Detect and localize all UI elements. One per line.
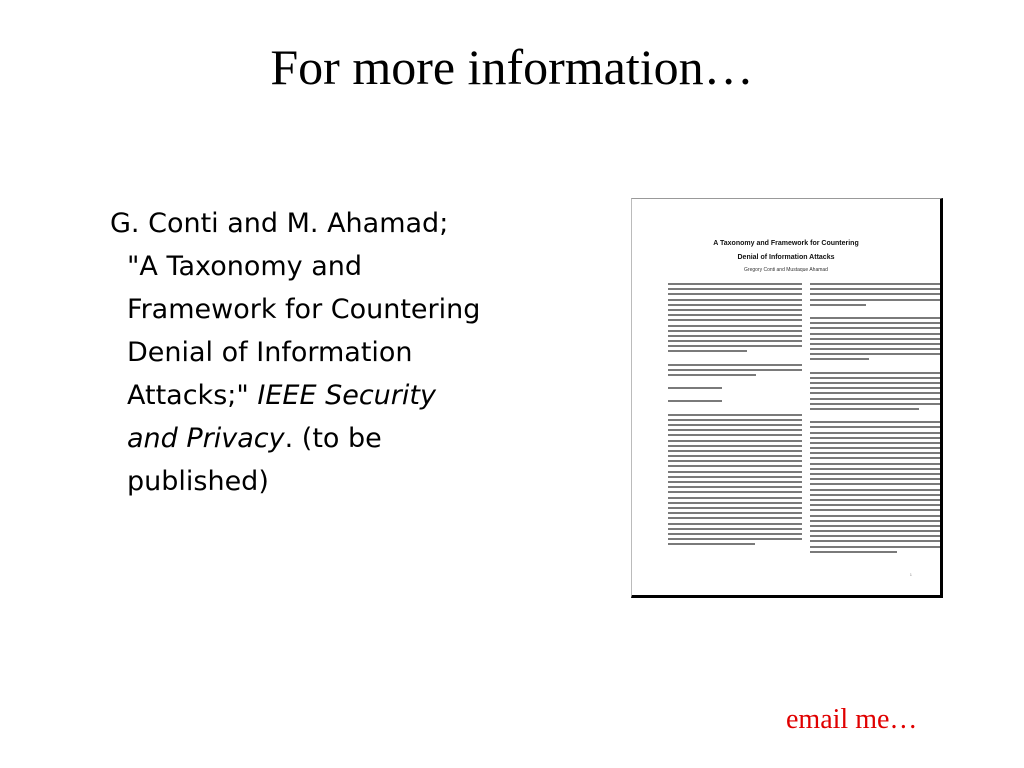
paper-text-line [810, 353, 943, 355]
paper-text-line [810, 483, 943, 485]
paper-text-line [668, 481, 802, 483]
paper-paragraph-gap [668, 379, 802, 387]
paper-text-line [668, 283, 802, 285]
paper-text-line [810, 509, 943, 511]
paper-text-line [810, 293, 943, 295]
citation-authors: G. Conti and M. Ahamad; [110, 208, 449, 239]
paper-text-line [668, 350, 747, 352]
paper-text-line [810, 317, 943, 319]
paper-text-line [810, 348, 943, 350]
paper-title: A Taxonomy and Framework for Countering [713, 240, 859, 247]
paper-text-line [810, 327, 943, 329]
citation-title-line-4 [110, 374, 580, 417]
paper-text-line [668, 374, 756, 376]
paper-text-line [668, 335, 802, 337]
paper-text-line [668, 512, 802, 514]
citation-journal-line [110, 417, 580, 460]
paper-text-line [810, 478, 943, 480]
citation-title-end: Attacks;" [127, 380, 258, 411]
paper-text-line [810, 333, 943, 335]
paper-text-line [668, 502, 802, 504]
paper-text-line [810, 283, 943, 285]
paper-text-line [668, 517, 802, 519]
paper-text-line [810, 457, 943, 459]
paper-text-line [810, 504, 943, 506]
paper-text-line [810, 442, 943, 444]
paper-paragraph-gap [810, 413, 943, 421]
paper-text-line [668, 288, 802, 290]
paper-text-line [668, 471, 802, 473]
paper-text-line [810, 338, 943, 340]
paper-text-line [668, 528, 802, 530]
paper-text-line [668, 293, 802, 295]
citation-title-line-3: Denial of Information [127, 337, 413, 368]
paper-text-line [810, 299, 943, 301]
paper-authors: Gregory Conti and Mustaque Ahamad [744, 267, 828, 273]
paper-text-line [810, 499, 943, 501]
paper-text-line [810, 437, 943, 439]
citation-title-line-1: "A Taxonomy and [127, 251, 362, 282]
paper-text-line [810, 392, 943, 394]
paper-text-line [668, 400, 722, 402]
paper-text-line [668, 304, 802, 306]
paper-text-line [668, 445, 802, 447]
paper-text-line [810, 515, 943, 517]
paper-text-line [810, 421, 943, 423]
paper-text-line [668, 429, 802, 431]
paper-text-line [668, 465, 802, 467]
paper-text-line [668, 455, 802, 457]
paper-column-left [668, 283, 802, 583]
paper-text-line [810, 372, 943, 374]
paper-text-line [810, 530, 943, 532]
paper-text-line [810, 426, 943, 428]
paper-text-line [810, 535, 943, 537]
email-me-link[interactable]: email me… [786, 704, 918, 735]
paper-text-line [810, 525, 943, 527]
paper-text-line [668, 369, 802, 371]
paper-text-line [668, 543, 755, 545]
paper-text-line [810, 452, 943, 454]
paper-text-line [668, 497, 802, 499]
paper-text-line [668, 309, 802, 311]
paper-paragraph-gap [668, 392, 802, 400]
paper-text-line [668, 299, 802, 301]
paper-text-line [668, 387, 722, 389]
paper-paragraph-gap [810, 309, 943, 317]
paper-text-line [810, 468, 943, 470]
paper-thumbnail-image [631, 198, 943, 598]
paper-text-line [810, 473, 943, 475]
paper-text-line [668, 314, 802, 316]
paper-text-line [810, 447, 943, 449]
paper-text-line [668, 330, 802, 332]
paper-text-line [668, 364, 802, 366]
citation-status-end: published) [127, 466, 269, 497]
paper-text-line [810, 551, 897, 553]
paper-text-line [810, 463, 943, 465]
paper-text-line [810, 408, 919, 410]
paper-text-line [810, 382, 943, 384]
paper-paragraph-gap [810, 364, 943, 372]
paper-text-line [668, 325, 802, 327]
paper-text-line [668, 434, 802, 436]
paper-paragraph-gap [668, 356, 802, 364]
paper-text-line [668, 450, 802, 452]
paper-text-line [668, 476, 802, 478]
citation-journal-part-2: and Privacy [127, 423, 285, 454]
citation-text [110, 202, 580, 503]
paper-text-line [810, 322, 943, 324]
paper-text-line [668, 460, 802, 462]
paper-text-line [668, 419, 802, 421]
paper-text-line [668, 440, 802, 442]
paper-text-line [810, 546, 943, 548]
paper-text-line [810, 377, 943, 379]
paper-text-line [668, 507, 802, 509]
paper-text-line [668, 319, 802, 321]
paper-column-right [810, 283, 943, 583]
paper-paragraph-gap [668, 406, 802, 414]
paper-text-line [810, 288, 943, 290]
paper-text-line [810, 358, 869, 360]
paper-text-line [668, 523, 802, 525]
paper-text-line [668, 533, 802, 535]
paper-text-line [810, 494, 943, 496]
paper-text-line [668, 414, 802, 416]
paper-text-line [810, 304, 866, 306]
paper-text-line [810, 403, 943, 405]
paper-text-line [668, 486, 802, 488]
citation-status: . (to be [284, 423, 382, 454]
paper-text-line [810, 489, 943, 491]
slide-title: For more information… [270, 39, 754, 95]
paper-text-line [668, 424, 802, 426]
paper-text-line [668, 538, 802, 540]
paper-page-number: 1 [909, 572, 912, 577]
paper-text-line [810, 343, 943, 345]
paper-text-line [810, 520, 943, 522]
paper-text-line [810, 398, 943, 400]
citation-journal-part-1: IEEE Security [257, 380, 436, 411]
paper-text-line [810, 540, 943, 542]
paper-text-line [810, 432, 943, 434]
paper-text-line [810, 387, 943, 389]
paper-text-line [668, 345, 802, 347]
citation-title-line-2: Framework for Countering [127, 294, 481, 325]
paper-text-line [668, 340, 802, 342]
paper-text-line [668, 491, 802, 493]
paper-subtitle: Denial of Information Attacks [737, 254, 835, 261]
